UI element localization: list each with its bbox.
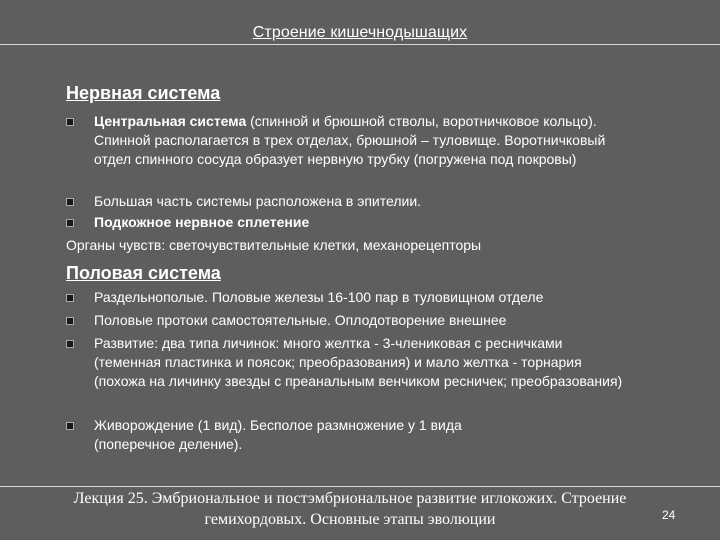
nervous-item3: Подкожное нервное сплетение — [94, 214, 310, 230]
nervous-item1-rest: (спинной и брюшной стволы, воротничковое кольцо). Спинной располагается в трех отделах, брюшной – туловище. Воротничковый отдел спинного сосуда образует нервную трубку (погружена под покровы) — [94, 113, 606, 167]
square-bullet-icon — [66, 198, 74, 206]
nervous-system-heading: Нервная система — [66, 83, 221, 103]
nervous-item1-bold: Центральная система — [94, 113, 247, 129]
square-bullet-icon — [66, 317, 74, 325]
reproductive-item4: Живорождение (1 вид). Бесполое размножение у 1 вида (поперечное деление). — [94, 417, 462, 452]
page-number: 24 — [662, 508, 676, 522]
slide-title: Строение кишечнодышащих — [252, 24, 468, 41]
square-bullet-icon — [66, 340, 74, 348]
square-bullet-icon — [66, 118, 74, 126]
square-bullet-icon — [66, 294, 74, 302]
footer-divider — [0, 486, 720, 487]
square-bullet-icon — [66, 219, 74, 227]
lecture-caption: Лекция 25. Эмбриональное и постэмбриональное развитие иглокожих. Строение гемихордовых. Основные этапы эволюции — [73, 490, 627, 528]
nervous-item2: Большая часть системы расположена в эпителии. — [94, 193, 422, 209]
title-bar — [0, 0, 720, 45]
senses-line: Органы чувств: светочувствительные клетки, механорецепторы — [66, 237, 482, 253]
reproductive-item1: Раздельнополые. Половые железы 16-100 пар в туловищном отделе — [94, 289, 544, 305]
reproductive-item3: Развитие: два типа личинок: много желтка - 3-члениковая с ресничками (теменная пластинка и поясок; преобразования) и мало желтка - торнария (похожа на личинку звезды с преанальным венчиком ресничек; преобразования) — [94, 335, 623, 389]
reproductive-item2: Половые протоки самостоятельные. Оплодотворение внешнее — [94, 312, 507, 328]
reproductive-system-heading: Половая система — [66, 263, 221, 283]
square-bullet-icon — [66, 422, 74, 430]
